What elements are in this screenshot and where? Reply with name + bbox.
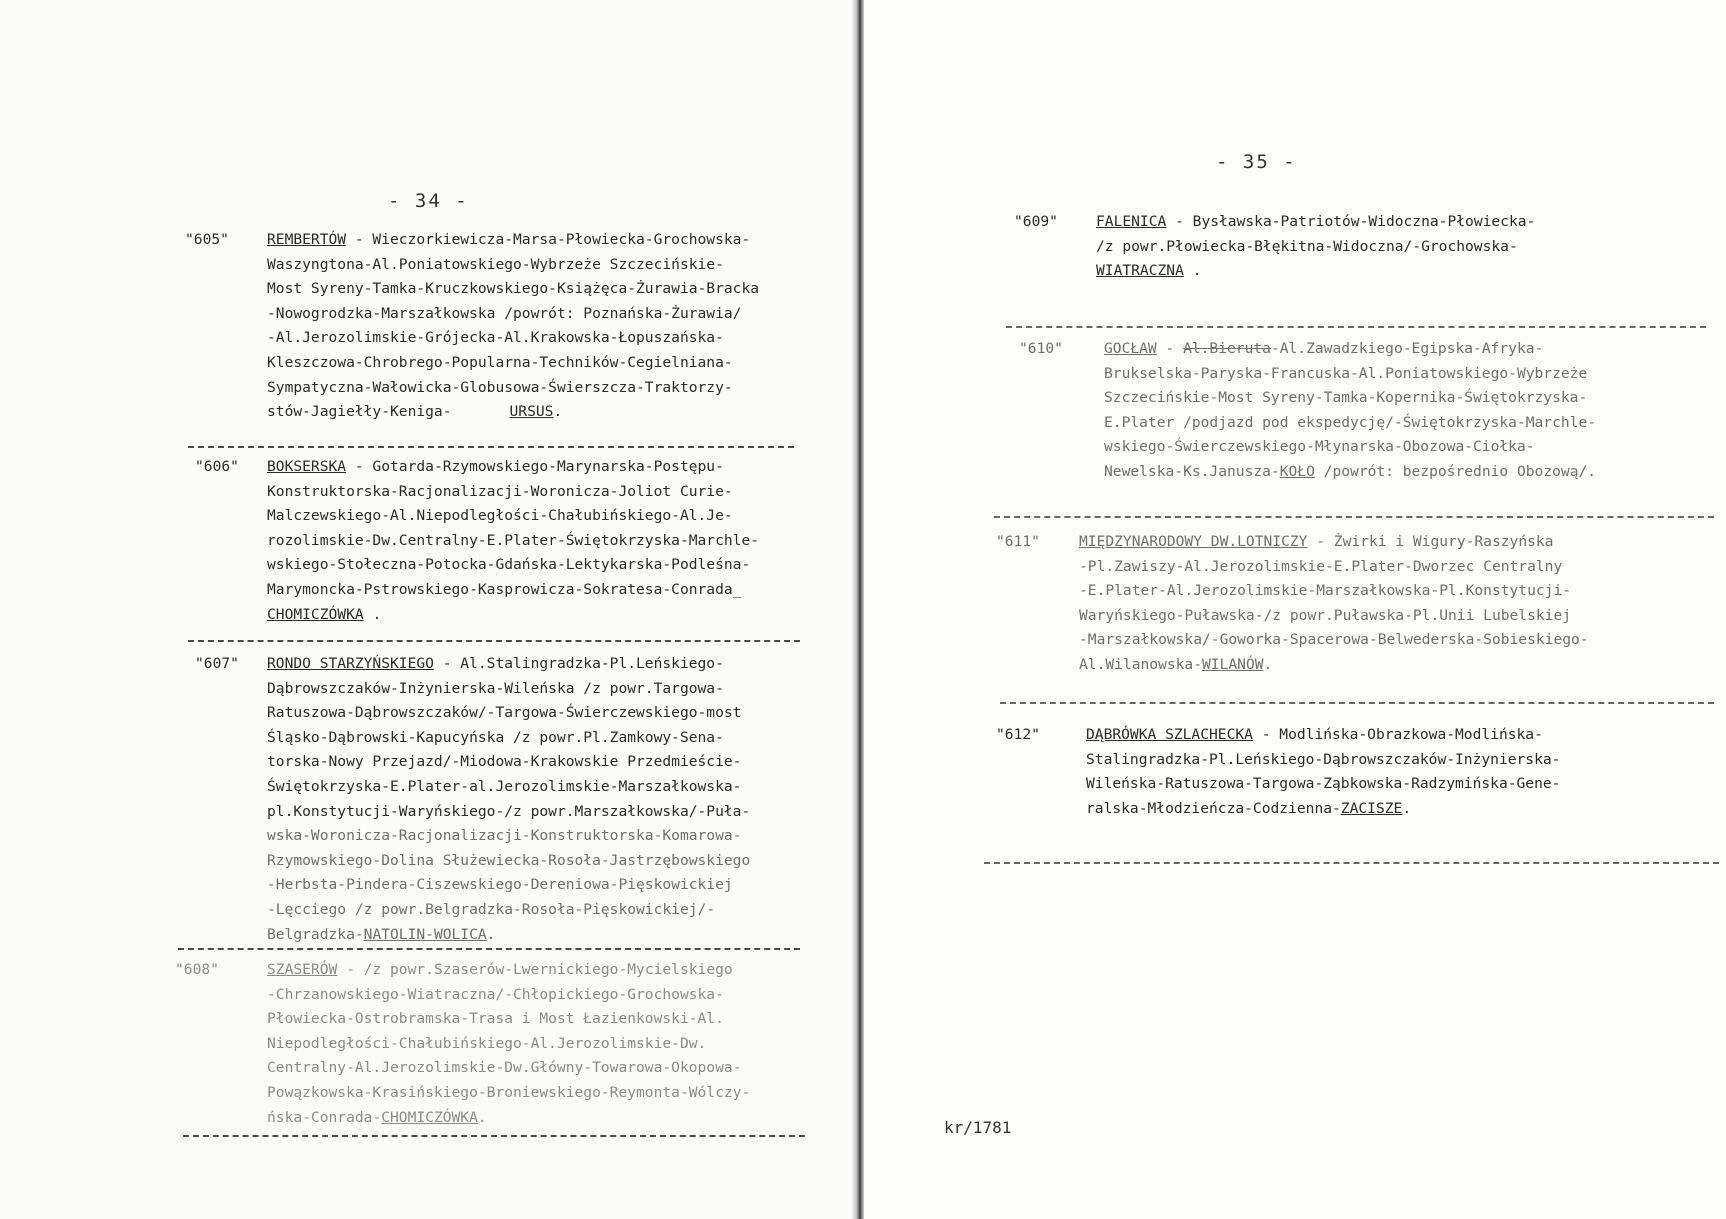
page-35 <box>864 0 1726 1219</box>
page-34 <box>0 0 858 1219</box>
route-description: GOCŁAW - Al.Bieruta-Al.Zawadzkiego-Egipska-Afryka- Brukselska-Paryska-Francuska-Al.Poniatowskiego-Wybrzeże Szczecińskie-Most Syreny-Tamka-Kopernika-Świętokrzyska- E.Plater /podjazd pod ekspedycję/-Świętokrzyska-Marchle- wskiego-Świerczewskiego-Młynarska-Obozowa-Ciołka- Newelska-Ks.Janusza-KOŁO /powrót: bezpośrednio Obozową/. <box>1104 340 1597 480</box>
separator-rule <box>1000 702 1714 704</box>
route-number: "611" <box>996 533 1040 550</box>
route-name: SZASERÓW <box>267 961 338 978</box>
route-description: BOKSERSKA - Gotarda-Rzymowskiego-Marynarska-Postępu- Konstruktorska-Racjonalizacji-Woronicza-Joliot Curie- Malczewskiego-Al.Niepodległości-Chałubińskiego-Al.Je- rozolimskie-Dw.Centralny-E.Plater-Świętokrzyska-Marchle- wskiego-Stołeczna-Potocka-Gdańska-Lektykarska-Podleśna- Marymoncka-Pstrowskiego-Kasprowicza-Sokratesa-Conrada_ CHOMICZÓWKA . <box>267 458 760 623</box>
separator-rule <box>188 446 794 448</box>
route-number: "609" <box>1014 213 1058 230</box>
route-name: FALENICA <box>1096 213 1167 230</box>
page-number: - 35 - <box>1216 151 1297 173</box>
route-terminus: CHOMICZÓWKA <box>267 605 364 623</box>
route-terminus: URSUS <box>509 403 554 421</box>
route-number: "607" <box>195 655 239 672</box>
separator-rule <box>994 516 1714 518</box>
route-terminus: ZACISZE <box>1340 799 1403 817</box>
route-description: FALENICA - Bysławska-Patriotów-Widoczna-Płowiecka- /z powr.Płowiecka-Błękitna-Widoczna/-Grochowska- WIATRACZNA . <box>1096 213 1536 280</box>
route-terminus: CHOMICZÓWKA <box>381 1108 478 1126</box>
route-name: REMBERTÓW <box>267 231 347 248</box>
page-number: - 34 - <box>388 190 469 212</box>
separator-rule <box>1006 326 1706 328</box>
route-terminus: NATOLIN-WOLICA <box>363 925 487 943</box>
route-description: DĄBRÓWKA SZLACHECKA - Modlińska-Obrazkowa-Modlińska- Stalingradzka-Pl.Leńskiego-Dąbrowszczaków-Inżynierska- Wileńska-Ratuszowa-Targowa-Ząbkowska-Radzymińska-Gene- ralska-Młodzieńcza-Codzienna-ZACISZE. <box>1086 726 1561 817</box>
route-number: "605" <box>185 231 229 248</box>
route-description: RONDO STARZYŃSKIEGO - Al.Stalingradzka-Pl.Leńskiego- Dąbrowszczaków-Inżynierska-Wileńska /z powr.Targowa- Ratuszowa-Dąbrowszczaków/-Targowa-Świerczewskiego-most Śląsko-Dąbrowski-Kapucyńska /z powr.Pl.Zamkowy-Sena- torska-Nowy Przejazd/-Miodowa-Krakowskie Przedmieście- Świętokrzyska-E.Plater-al.Jerozolimskie-Marszałkowska- pl.Konstytucji-Waryńskiego-/z powr.Marszałkowska/-Puła- wska-Woronicza-Racjonalizacji-Konstruktorska-Komarowa- Rzymowskiego-Dolina Służewiecka-Rosoła-Jastrzębowskiego -Herbsta-Pindera-Ciszewskiego-Dereniowa-Pięskowickiej -Lęcciego /z powr.Belgradzka-Rosoła-Pięskowickiej/- Belgradzka-NATOLIN-WOLICA. <box>267 655 751 943</box>
route-number: "606" <box>195 458 239 475</box>
separator-rule <box>984 862 1719 864</box>
route-name: MIĘDZYNARODOWY DW.LOTNICZY <box>1079 533 1308 550</box>
route-name: DĄBRÓWKA SZLACHECKA <box>1086 726 1253 743</box>
route-name: RONDO STARZYŃSKIEGO <box>267 655 434 672</box>
separator-rule <box>178 948 800 950</box>
separator-rule <box>188 640 800 642</box>
route-description: MIĘDZYNARODOWY DW.LOTNICZY - Żwirki i Wigury-Raszyńska -Pl.Zawiszy-Al.Jerozolimskie-E.Plater-Dworzec Centralny -E.Plater-Al.Jerozolimskie-Marszałkowska-Pl.Konstytucji- Waryńskiego-Puławska-/z powr.Puławska-Pl.Unii Lubelskiej -Marszałkowska/-Goworka-Spacerowa-Belwederska-Sobieskiego- Al.Wilanowska-WILANÓW. <box>1079 533 1589 673</box>
struck-street: Al.Bieruta <box>1183 340 1271 357</box>
route-terminus: WIATRACZNA <box>1096 262 1184 280</box>
document-reference: kr/1781 <box>944 1118 1012 1137</box>
route-description: REMBERTÓW - Wieczorkiewicza-Marsa-Płowiecka-Grochowska- Waszyngtona-Al.Poniatowskiego-Wybrzeże Szczecińskie- Most Syreny-Tamka-Kruczkowskiego-Książęca-Żurawia-Bracka -Nowogrodzka-Marszałkowska /powrót: Poznańska-Żurawia/ -Al.Jerozolimskie-Grójecka-Al.Krakowska-Łopuszańska- Kleszczowa-Chrobrego-Popularna-Techników-Cegielniana- Sympatyczna-Wałowicka-Globusowa-Świerszcza-Traktorzy- stów-Jagiełły-Keniga- URSUS. <box>267 231 760 421</box>
route-name: GOCŁAW <box>1104 340 1157 357</box>
route-description: SZASERÓW - /z powr.Szaserów-Lwernickiego-Mycielskiego -Chrzanowskiego-Wiatraczna/-Chłopickiego-Grochowska- Płowiecka-Ostrobramska-Trasa i Most Łazienkowski-Al. Niepodległości-Chałubińskiego-Al.Jerozolimskie-Dw. Centralny-Al.Jerozolimskie-Dw.Główny-Towarowa-Okopowa- Powązkowska-Krasińskiego-Broniewskiego-Reymonta-Wólczy- ńska-Conrada-CHOMICZÓWKA. <box>267 961 751 1126</box>
route-terminus: KOŁO <box>1279 462 1315 480</box>
route-name: BOKSERSKA <box>267 458 347 475</box>
route-terminus: WILANÓW <box>1202 655 1264 673</box>
route-number: "612" <box>996 726 1040 743</box>
route-number: "610" <box>1019 340 1063 357</box>
separator-rule <box>183 1135 805 1137</box>
route-number: "608" <box>175 961 219 978</box>
